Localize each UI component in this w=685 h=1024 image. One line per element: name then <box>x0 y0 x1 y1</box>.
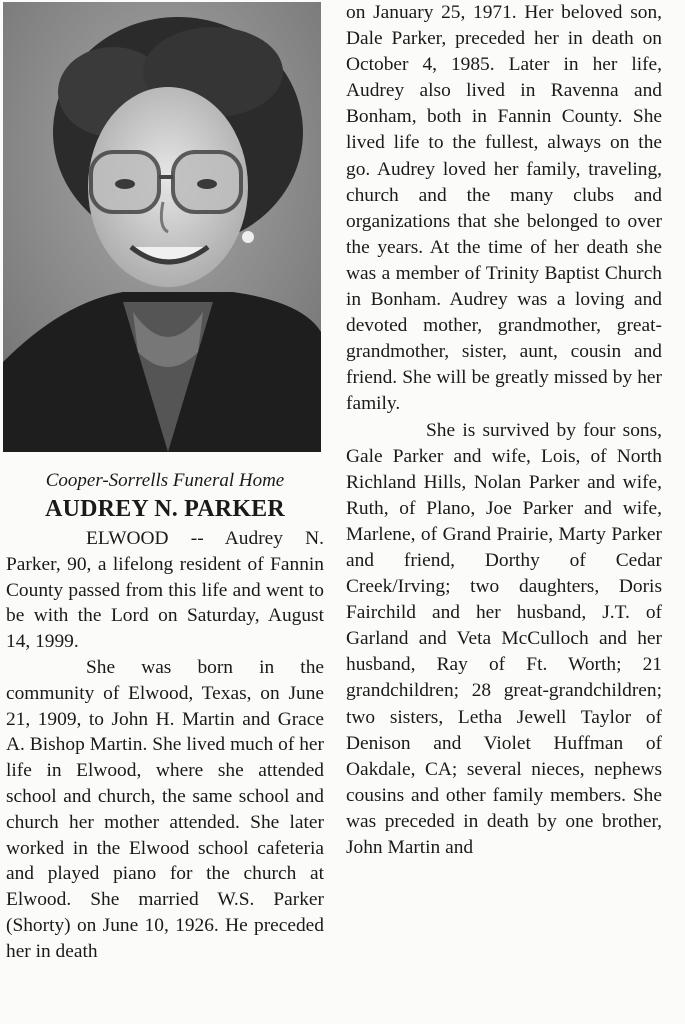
portrait-photo <box>3 2 321 452</box>
funeral-home-name: Cooper-Sorrells Funeral Home <box>45 470 285 491</box>
obituary-paragraph: She was born in the community of Elwood, Texas, on June 21, 1909, to John H. Martin and Grace A. Bishop Martin. She lived much of her life in Elwood, where she attended school and church, the same school and church her mother attended. She later worked in the Elwood school cafeteria and played piano for the church at Elwood. She married W.S. Parker (Shorty) on June 10, 1926. He preceded her in death <box>6 656 324 962</box>
obituary-paragraph: ELWOOD -- Audrey N. Parker, 90, a lifelong resident of Fannin County passed from this life and went to be with the Lord on Saturday, August 14, 1999. <box>6 528 324 653</box>
left-column <box>6 468 324 965</box>
obituary-paragraph: She is survived by four sons, Gale Parker and wife, Lois, of North Richland Hills, Nolan Parker and wife, Ruth, of Plano, Joe Parker and wife, Marlene, of Grand Prairie, Marty Parker and friend, Dorthy of Cedar Creek/Irving; two daughters, Doris Fairchild and her husband, J.T. of Garland and Veta McCulloch and her husband, Ray of Ft. Worth; 21 grandchildren; 28 great-grandchildren; two sisters, Letha Jewell Taylor of Denison and Violet Huffman of Oakdale, CA; several nieces, nephews cousins and other family members. She was preceded in death by one brother, John Martin and <box>346 419 662 858</box>
deceased-name-heading: AUDREY N. PARKER <box>45 496 285 522</box>
right-column <box>346 0 662 861</box>
portrait-photo-icon <box>3 2 321 452</box>
obituary-paragraph: on January 25, 1971. Her beloved son, Dale Parker, preceded her in death on October 4, 1985. Later in her life, Audrey also lived in Ravenna and Bonham, both in Fannin County. She lived life to the fullest, always on the go. Audrey loved her family, traveling, church and the many clubs and organizations that she belonged to over the years. At the time of her death she was a member of Trinity Baptist Church in Bonham. Audrey was a loving and devoted mother, grandmother, great-grandmother, sister, aunt, cousin and friend. She will be greatly missed by her family. <box>346 2 662 415</box>
